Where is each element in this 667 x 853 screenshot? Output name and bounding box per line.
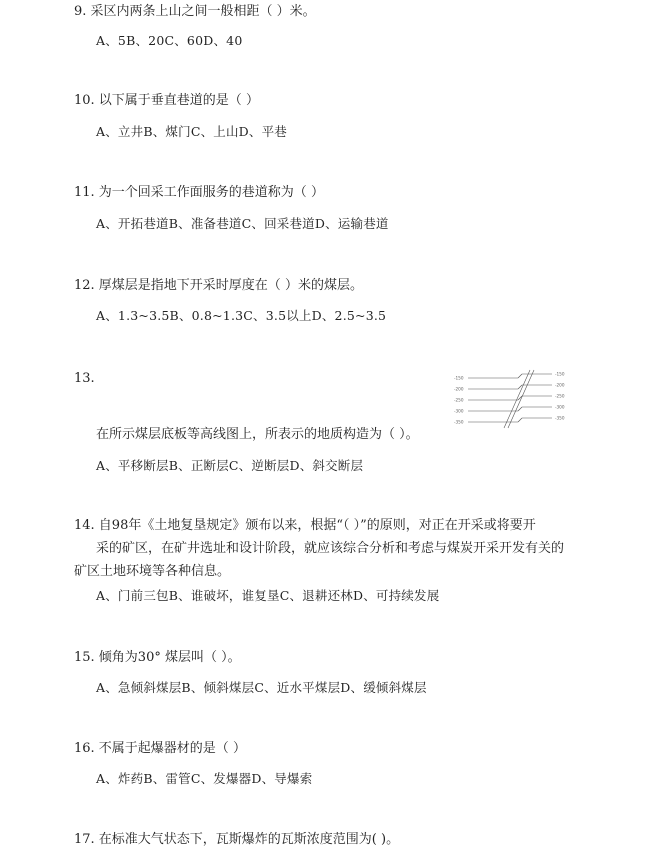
question-13-stem: 在所示煤层底板等高线图上，所表示的地质构造为（ ）。 (96, 427, 419, 442)
question-13-number: 13. (74, 371, 95, 386)
question-15-stem: 15. 倾角为30° 煤层叫（ ）。 (74, 650, 241, 665)
question-14-line-2: 采的矿区，在矿井选址和设计阶段，就应该综合分析和考虑与煤炭开采开发有关的 (96, 541, 565, 556)
question-12-options: A、1.3~3.5B、0.8~1.3C、3.5以上D、2.5~3.5 (96, 308, 387, 323)
question-15-options: A、急倾斜煤层B、倾斜煤层C、近水平煤层D、缓倾斜煤层 (96, 680, 427, 695)
fig-right-label-5: -350 (555, 415, 565, 421)
question-10-stem: 10. 以下属于垂直巷道的是（ ） (74, 93, 259, 108)
fig-left-label-4: -300 (454, 408, 464, 414)
question-9-stem: 9. 采区内两条上山之间一般相距（ ）米。 (74, 4, 316, 19)
question-14-line-1: 14. 自98年《土地复垦规定》颁布以来，根据“（ ）”的原则，对正在开采或将要开 (74, 518, 536, 533)
fig-right-label-1: -150 (555, 371, 565, 377)
question-9-options: A、5B、20C、60D、40 (96, 33, 243, 48)
question-14-line-3: 矿区土地环境等各种信息。 (74, 564, 231, 579)
question-17-stem: 17. 在标准大气状态下，瓦斯爆炸的瓦斯浓度范围为( )。 (74, 832, 400, 847)
fig-left-label-1: -150 (454, 375, 464, 381)
fig-left-label-5: -350 (454, 419, 464, 425)
fault-contour-figure (452, 368, 576, 432)
question-13-options: A、平移断层B、正断层C、逆断层D、斜交断层 (96, 458, 364, 473)
question-12-stem: 12. 厚煤层是指地下开采时厚度在（ ）米的煤层。 (74, 278, 363, 293)
fig-left-label-3: -250 (454, 397, 464, 403)
fig-right-label-3: -250 (555, 393, 565, 399)
question-16-options: A、炸药B、雷管C、发爆器D、导爆索 (96, 771, 313, 786)
question-10-options: A、立井B、煤门C、上山D、平巷 (96, 124, 287, 139)
question-14-options: A、门前三包B、谁破坏，谁复垦C、退耕还林D、可持续发展 (96, 588, 440, 603)
fig-left-label-2: -200 (454, 386, 464, 392)
fig-right-label-4: -300 (555, 404, 565, 410)
question-11-options: A、开拓巷道B、准备巷道C、回采巷道D、运输巷道 (96, 216, 389, 231)
fig-right-label-2: -200 (555, 382, 565, 388)
question-11-stem: 11. 为一个回采工作面服务的巷道称为（ ） (74, 185, 324, 200)
question-14-stem (74, 514, 594, 583)
question-16-stem: 16. 不属于起爆器材的是（ ） (74, 741, 246, 756)
